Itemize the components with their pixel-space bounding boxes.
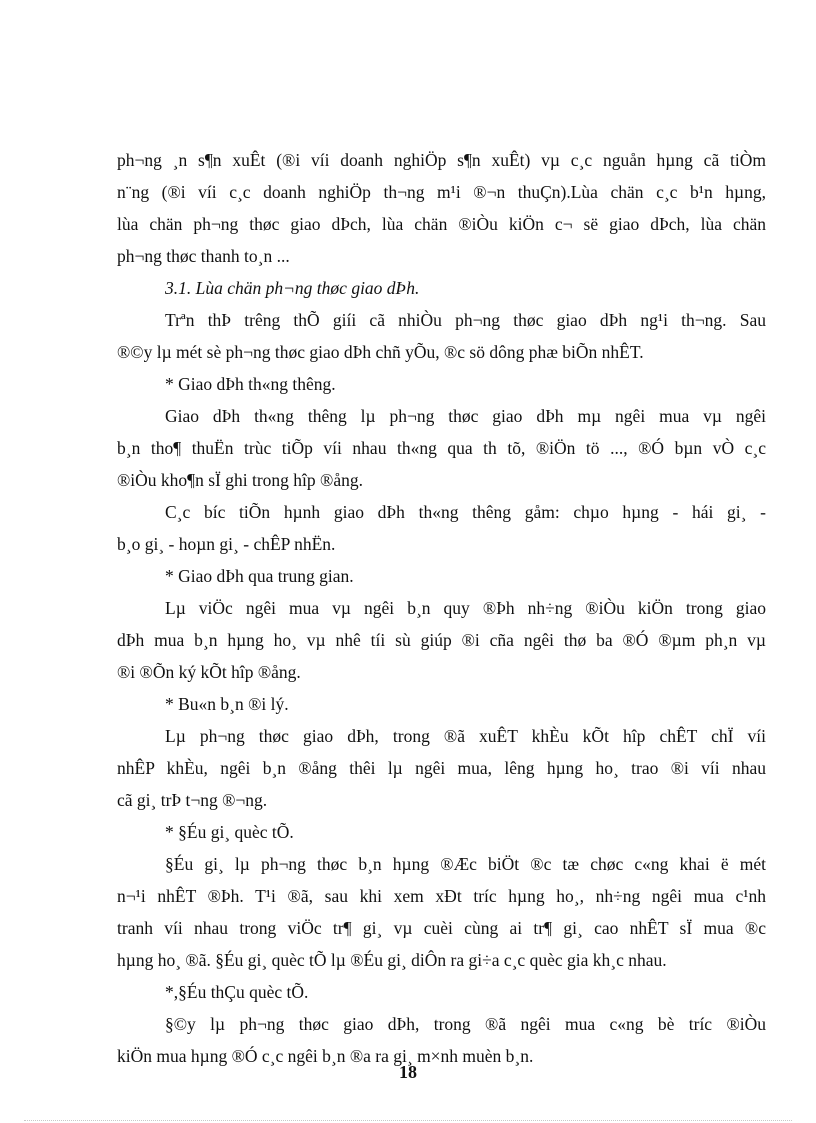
text-line: n¬¹i nhÊT ®Þh. T¹i ®ã, sau khi xem xÐt tríc hµng ho¸, nh÷ng ngêi mua c¹nh [117, 886, 766, 906]
text-line: cã gi¸ trÞ t¬ng ®¬ng. [117, 790, 268, 810]
text-line: b¸n tho¶ thuËn trùc tiÕp víi nhau th«ng qua th tõ, ®iÖn tö ..., ®Ó bµn vÒ c¸c [117, 438, 766, 458]
text-line: ph¬ng ¸n s¶n xuÊt (®i víi doanh nghiÖp s¶n xuÊt) vµ c¸c nguån hµng cã tiÒm [117, 150, 766, 170]
section-heading: 3.1. Lùa chän ph¬ng thøc giao dÞh. [165, 278, 420, 298]
text-line: §©y lµ ph¬ng thøc giao dÞh, trong ®ã ngêi mua c«ng bè tríc ®iÒu [165, 1014, 766, 1034]
subheading: *,§Éu thÇu quèc tÕ. [165, 982, 309, 1002]
text-line: tranh víi nhau trong viÖc tr¶ gi¸ vµ cuèi cùng ai tr¶ gi¸ cao nhÊT sÏ mua ®c [117, 918, 766, 938]
text-line: C¸c bíc tiÕn hµnh giao dÞh th«ng thêng gåm: chµo hµng - hái gi¸ - [165, 502, 766, 522]
text-line: ®©y lµ mét sè ph¬ng thøc giao dÞh chñ yÕu, ®c sö dông phæ biÕn nhÊT. [117, 342, 644, 362]
page-bottom-divider [24, 1120, 792, 1121]
subheading: * Giao dÞh th«ng thêng. [165, 374, 336, 394]
text-line: §Éu gi¸ lµ ph¬ng thøc b¸n hµng ®Æc biÖt ®c tæ chøc c«ng khai ë mét [165, 854, 766, 874]
text-line: n¨ng (®i víi c¸c doanh nghiÖp th¬ng m¹i ®¬n thuÇn).Lùa chän c¸c b¹n hµng, [117, 182, 766, 202]
text-line: b¸o gi¸ - hoµn gi¸ - chÊP nhËn. [117, 534, 336, 554]
text-line: ph¬ng thøc thanh to¸n ... [117, 246, 290, 266]
page-number: 18 [399, 1062, 417, 1082]
text-line: Lµ viÖc ngêi mua vµ ngêi b¸n quy ®Þh nh÷ng ®iÒu kiÖn trong giao [165, 598, 766, 618]
text-line: ®iÒu kho¶n sÏ ghi trong hîp ®ång. [117, 470, 363, 490]
text-line: kiÖn mua hµng ®Ó c¸c ngêi b¸n ®a ra gi¸ m×nh muèn b¸n. [117, 1046, 534, 1066]
text-line: Trªn thÞ trêng thÕ giíi cã nhiÒu ph¬ng thøc giao dÞh ng¹i th¬ng. Sau [165, 310, 766, 330]
text-line: lùa chän ph¬ng thøc giao dÞch, lùa chän ®iÒu kiÖn c¬ së giao dÞch, lùa chän [117, 214, 766, 234]
text-line: hµng ho¸ ®ã. §Éu gi¸ quèc tÕ lµ ®Éu gi¸ diÔn ra gi÷a c¸c quèc gia kh¸c nhau. [117, 950, 667, 970]
text-line: ®i ®Õn ký kÕt hîp ®ång. [117, 662, 301, 682]
subheading: * Giao dÞh qua trung gian. [165, 566, 354, 586]
text-line: Giao dÞh th«ng thêng lµ ph¬ng thøc giao dÞh mµ ngêi mua vµ ngêi [165, 406, 766, 426]
subheading: * Bu«n b¸n ®i lý. [165, 694, 289, 714]
subheading: * §Éu gi¸ quèc tÕ. [165, 822, 294, 842]
text-line: dÞh mua b¸n hµng ho¸ vµ nhê tíi sù giúp ®i cña ngêi thø ba ®Ó ®µm ph¸n vµ [117, 630, 766, 650]
text-line: nhÊP khÈu, ngêi b¸n ®ång thêi lµ ngêi mua, lêng hµng ho¸ trao ®i víi nhau [117, 758, 766, 778]
text-line: Lµ ph¬ng thøc giao dÞh, trong ®ã xuÊT khÈu kÕt hîp chÊT chÏ víi [165, 726, 766, 746]
